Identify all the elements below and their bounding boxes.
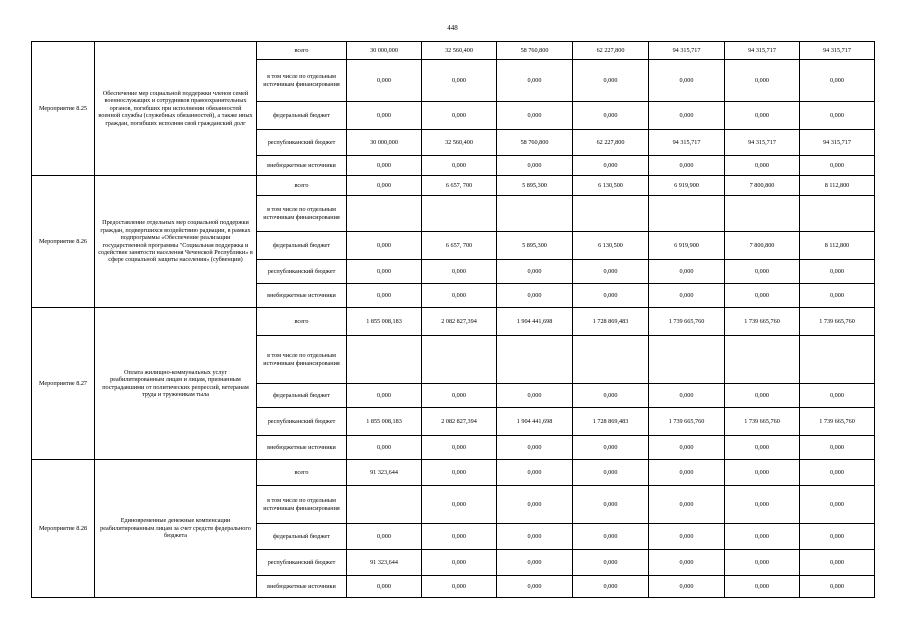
funding-source: в том числе по отдельным источникам финансирования (257, 336, 347, 384)
amount-cell: 0,000 (497, 102, 573, 130)
amount-cell: 6 130,500 (573, 176, 649, 196)
amount-cell: 30 000,000 (347, 130, 422, 156)
amount-cell: 62 227,800 (573, 130, 649, 156)
amount-cell (422, 336, 497, 384)
amount-cell: 0,000 (725, 460, 800, 486)
funding-source: федеральный бюджет (257, 232, 347, 260)
funding-source: всего (257, 308, 347, 336)
amount-cell (347, 336, 422, 384)
amount-cell: 0,000 (422, 60, 497, 102)
amount-cell: 62 227,800 (573, 42, 649, 60)
funding-source: внебюджетные источники (257, 576, 347, 598)
amount-cell: 0,000 (422, 102, 497, 130)
amount-cell: 32 560,400 (422, 42, 497, 60)
amount-cell: 0,000 (497, 156, 573, 176)
amount-cell: 0,000 (573, 576, 649, 598)
amount-cell: 0,000 (422, 460, 497, 486)
amount-cell: 0,000 (800, 384, 875, 408)
amount-cell: 0,000 (649, 576, 725, 598)
amount-cell: 0,000 (347, 60, 422, 102)
amount-cell: 0,000 (497, 384, 573, 408)
amount-cell (800, 196, 875, 232)
amount-cell: 0,000 (800, 436, 875, 460)
amount-cell: 0,000 (573, 460, 649, 486)
funding-source: в том числе по отдельным источникам финансирования (257, 60, 347, 102)
amount-cell: 0,000 (422, 284, 497, 308)
funding-source: всего (257, 176, 347, 196)
amount-cell: 58 760,800 (497, 130, 573, 156)
amount-cell: 0,000 (725, 384, 800, 408)
amount-cell: 0,000 (725, 60, 800, 102)
amount-cell: 0,000 (725, 550, 800, 576)
amount-cell (497, 196, 573, 232)
amount-cell: 0,000 (497, 576, 573, 598)
amount-cell (649, 196, 725, 232)
amount-cell: 5 895,300 (497, 176, 573, 196)
amount-cell: 0,000 (725, 284, 800, 308)
amount-cell: 0,000 (347, 176, 422, 196)
amount-cell: 6 657, 700 (422, 176, 497, 196)
amount-cell: 91 323,644 (347, 550, 422, 576)
amount-cell: 0,000 (422, 384, 497, 408)
funding-source: внебюджетные источники (257, 284, 347, 308)
measure-description: Единовременные денежные компенсации реабилитированным лицам за счет средств федерального бюджета (95, 460, 257, 598)
amount-cell: 0,000 (800, 576, 875, 598)
amount-cell: 0,000 (800, 284, 875, 308)
measure-code: Мероприятие 8.25 (32, 42, 95, 176)
amount-cell: 0,000 (347, 232, 422, 260)
amount-cell: 1 739 665,760 (800, 408, 875, 436)
amount-cell: 0,000 (347, 156, 422, 176)
amount-cell: 0,000 (422, 156, 497, 176)
amount-cell: 0,000 (800, 550, 875, 576)
amount-cell: 94 315,717 (649, 42, 725, 60)
amount-cell: 0,000 (725, 102, 800, 130)
amount-cell: 8 112,800 (800, 176, 875, 196)
amount-cell: 0,000 (649, 550, 725, 576)
amount-cell: 0,000 (649, 486, 725, 524)
amount-cell: 0,000 (725, 156, 800, 176)
amount-cell: 58 760,800 (497, 42, 573, 60)
amount-cell: 0,000 (497, 460, 573, 486)
amount-cell: 30 000,000 (347, 42, 422, 60)
amount-cell: 7 800,800 (725, 232, 800, 260)
amount-cell: 0,000 (573, 550, 649, 576)
amount-cell: 0,000 (347, 284, 422, 308)
amount-cell: 0,000 (422, 524, 497, 550)
amount-cell: 0,000 (649, 384, 725, 408)
amount-cell: 0,000 (649, 102, 725, 130)
amount-cell: 0,000 (649, 436, 725, 460)
amount-cell: 0,000 (649, 524, 725, 550)
amount-cell: 0,000 (573, 384, 649, 408)
measure-description: Оплата жилищно-коммунальных услуг реабилитированным лицам и лицам, признанным пострадавшими от политических репрессий, ветеранам труда и труженикам тыла (95, 308, 257, 460)
amount-cell: 0,000 (725, 260, 800, 284)
amount-cell: 6 657, 700 (422, 232, 497, 260)
amount-cell: 0,000 (649, 156, 725, 176)
funding-source: республиканский бюджет (257, 130, 347, 156)
amount-cell: 0,000 (573, 524, 649, 550)
amount-cell (347, 196, 422, 232)
amount-cell: 0,000 (725, 436, 800, 460)
amount-cell: 0,000 (649, 260, 725, 284)
amount-cell: 0,000 (422, 576, 497, 598)
funding-source: внебюджетные источники (257, 156, 347, 176)
amount-cell: 0,000 (725, 576, 800, 598)
amount-cell: 1 904 441,698 (497, 308, 573, 336)
amount-cell: 0,000 (347, 260, 422, 284)
funding-source: федеральный бюджет (257, 384, 347, 408)
amount-cell: 1 739 665,760 (725, 308, 800, 336)
amount-cell: 0,000 (347, 436, 422, 460)
amount-cell: 0,000 (573, 260, 649, 284)
amount-cell: 94 315,717 (725, 130, 800, 156)
amount-cell: 8 112,800 (800, 232, 875, 260)
amount-cell: 94 315,717 (800, 42, 875, 60)
amount-cell: 0,000 (800, 102, 875, 130)
amount-cell (725, 336, 800, 384)
page-number: 448 (447, 24, 458, 32)
amount-cell (800, 336, 875, 384)
amount-cell: 1 855 008,183 (347, 408, 422, 436)
amount-cell: 0,000 (725, 486, 800, 524)
funding-source: в том числе по отдельным источникам финансирования (257, 486, 347, 524)
amount-cell: 7 800,800 (725, 176, 800, 196)
table-row (32, 460, 875, 486)
funding-source: республиканский бюджет (257, 408, 347, 436)
amount-cell (573, 336, 649, 384)
amount-cell (422, 196, 497, 232)
amount-cell: 32 560,400 (422, 130, 497, 156)
amount-cell: 6 919,900 (649, 176, 725, 196)
amount-cell: 94 315,717 (725, 42, 800, 60)
amount-cell: 1 904 441,698 (497, 408, 573, 436)
amount-cell: 0,000 (800, 486, 875, 524)
amount-cell: 0,000 (422, 260, 497, 284)
funding-source: всего (257, 460, 347, 486)
amount-cell: 1 739 665,760 (725, 408, 800, 436)
amount-cell: 0,000 (497, 260, 573, 284)
budget-table (31, 41, 875, 598)
amount-cell: 0,000 (347, 524, 422, 550)
amount-cell: 0,000 (497, 550, 573, 576)
funding-source: республиканский бюджет (257, 260, 347, 284)
amount-cell: 0,000 (649, 460, 725, 486)
amount-cell (497, 336, 573, 384)
table-row (32, 308, 875, 336)
amount-cell: 1 728 869,483 (573, 308, 649, 336)
measure-code: Мероприятие 8.26 (32, 176, 95, 308)
amount-cell: 0,000 (800, 156, 875, 176)
amount-cell: 0,000 (800, 524, 875, 550)
table-row (32, 176, 875, 196)
measure-code: Мероприятие 8.28 (32, 460, 95, 598)
funding-source: внебюджетные источники (257, 436, 347, 460)
amount-cell: 0,000 (422, 436, 497, 460)
measure-description: Обеспечение мер социальной поддержки членов семей военнослужащих и сотрудников правоохранительных органов, погибших при исполнении обязанностей военной службы (служебных обязанностей), а также иных граждан, погибших исполняя свой гражданский долг (95, 42, 257, 176)
funding-source: всего (257, 42, 347, 60)
amount-cell (649, 336, 725, 384)
amount-cell: 0,000 (573, 102, 649, 130)
amount-cell: 1 739 665,760 (649, 408, 725, 436)
amount-cell (725, 196, 800, 232)
amount-cell: 1 728 869,483 (573, 408, 649, 436)
amount-cell: 0,000 (347, 102, 422, 130)
amount-cell: 6 919,900 (649, 232, 725, 260)
amount-cell (347, 486, 422, 524)
amount-cell: 0,000 (800, 60, 875, 102)
table-body (32, 42, 875, 598)
amount-cell: 0,000 (497, 524, 573, 550)
amount-cell: 0,000 (422, 486, 497, 524)
amount-cell: 0,000 (497, 486, 573, 524)
amount-cell: 0,000 (573, 436, 649, 460)
funding-source: республиканский бюджет (257, 550, 347, 576)
amount-cell: 94 315,717 (649, 130, 725, 156)
amount-cell: 0,000 (725, 524, 800, 550)
amount-cell: 0,000 (573, 284, 649, 308)
measure-code: Мероприятие 8.27 (32, 308, 95, 460)
amount-cell: 1 739 665,760 (649, 308, 725, 336)
amount-cell: 0,000 (800, 460, 875, 486)
funding-source: в том числе по отдельным источникам финансирования (257, 196, 347, 232)
amount-cell: 0,000 (497, 60, 573, 102)
amount-cell: 0,000 (422, 550, 497, 576)
measure-description: Предоставление отдельных мер социальной поддержки граждан, подвергшихся воздействию радиации, в рамках подпрограммы «Обеспечение реализации государственной программы "Социальная поддержка и содействие занятости населения Чеченской Республики» в сфере социальной защиты населения» (субвенции) (95, 176, 257, 308)
amount-cell: 0,000 (347, 384, 422, 408)
amount-cell: 0,000 (573, 156, 649, 176)
amount-cell: 0,000 (649, 60, 725, 102)
amount-cell: 0,000 (497, 284, 573, 308)
amount-cell: 2 082 827,394 (422, 408, 497, 436)
amount-cell: 1 739 665,760 (800, 308, 875, 336)
amount-cell: 94 315,717 (800, 130, 875, 156)
funding-source: федеральный бюджет (257, 102, 347, 130)
amount-cell: 1 855 008,183 (347, 308, 422, 336)
amount-cell: 0,000 (573, 486, 649, 524)
amount-cell: 0,000 (800, 260, 875, 284)
amount-cell: 2 082 827,394 (422, 308, 497, 336)
funding-source: федеральный бюджет (257, 524, 347, 550)
table-row (32, 42, 875, 60)
amount-cell: 0,000 (649, 284, 725, 308)
amount-cell: 91 323,644 (347, 460, 422, 486)
amount-cell: 0,000 (573, 60, 649, 102)
amount-cell: 0,000 (497, 436, 573, 460)
amount-cell: 6 130,500 (573, 232, 649, 260)
amount-cell: 5 895,300 (497, 232, 573, 260)
amount-cell: 0,000 (347, 576, 422, 598)
amount-cell (573, 196, 649, 232)
